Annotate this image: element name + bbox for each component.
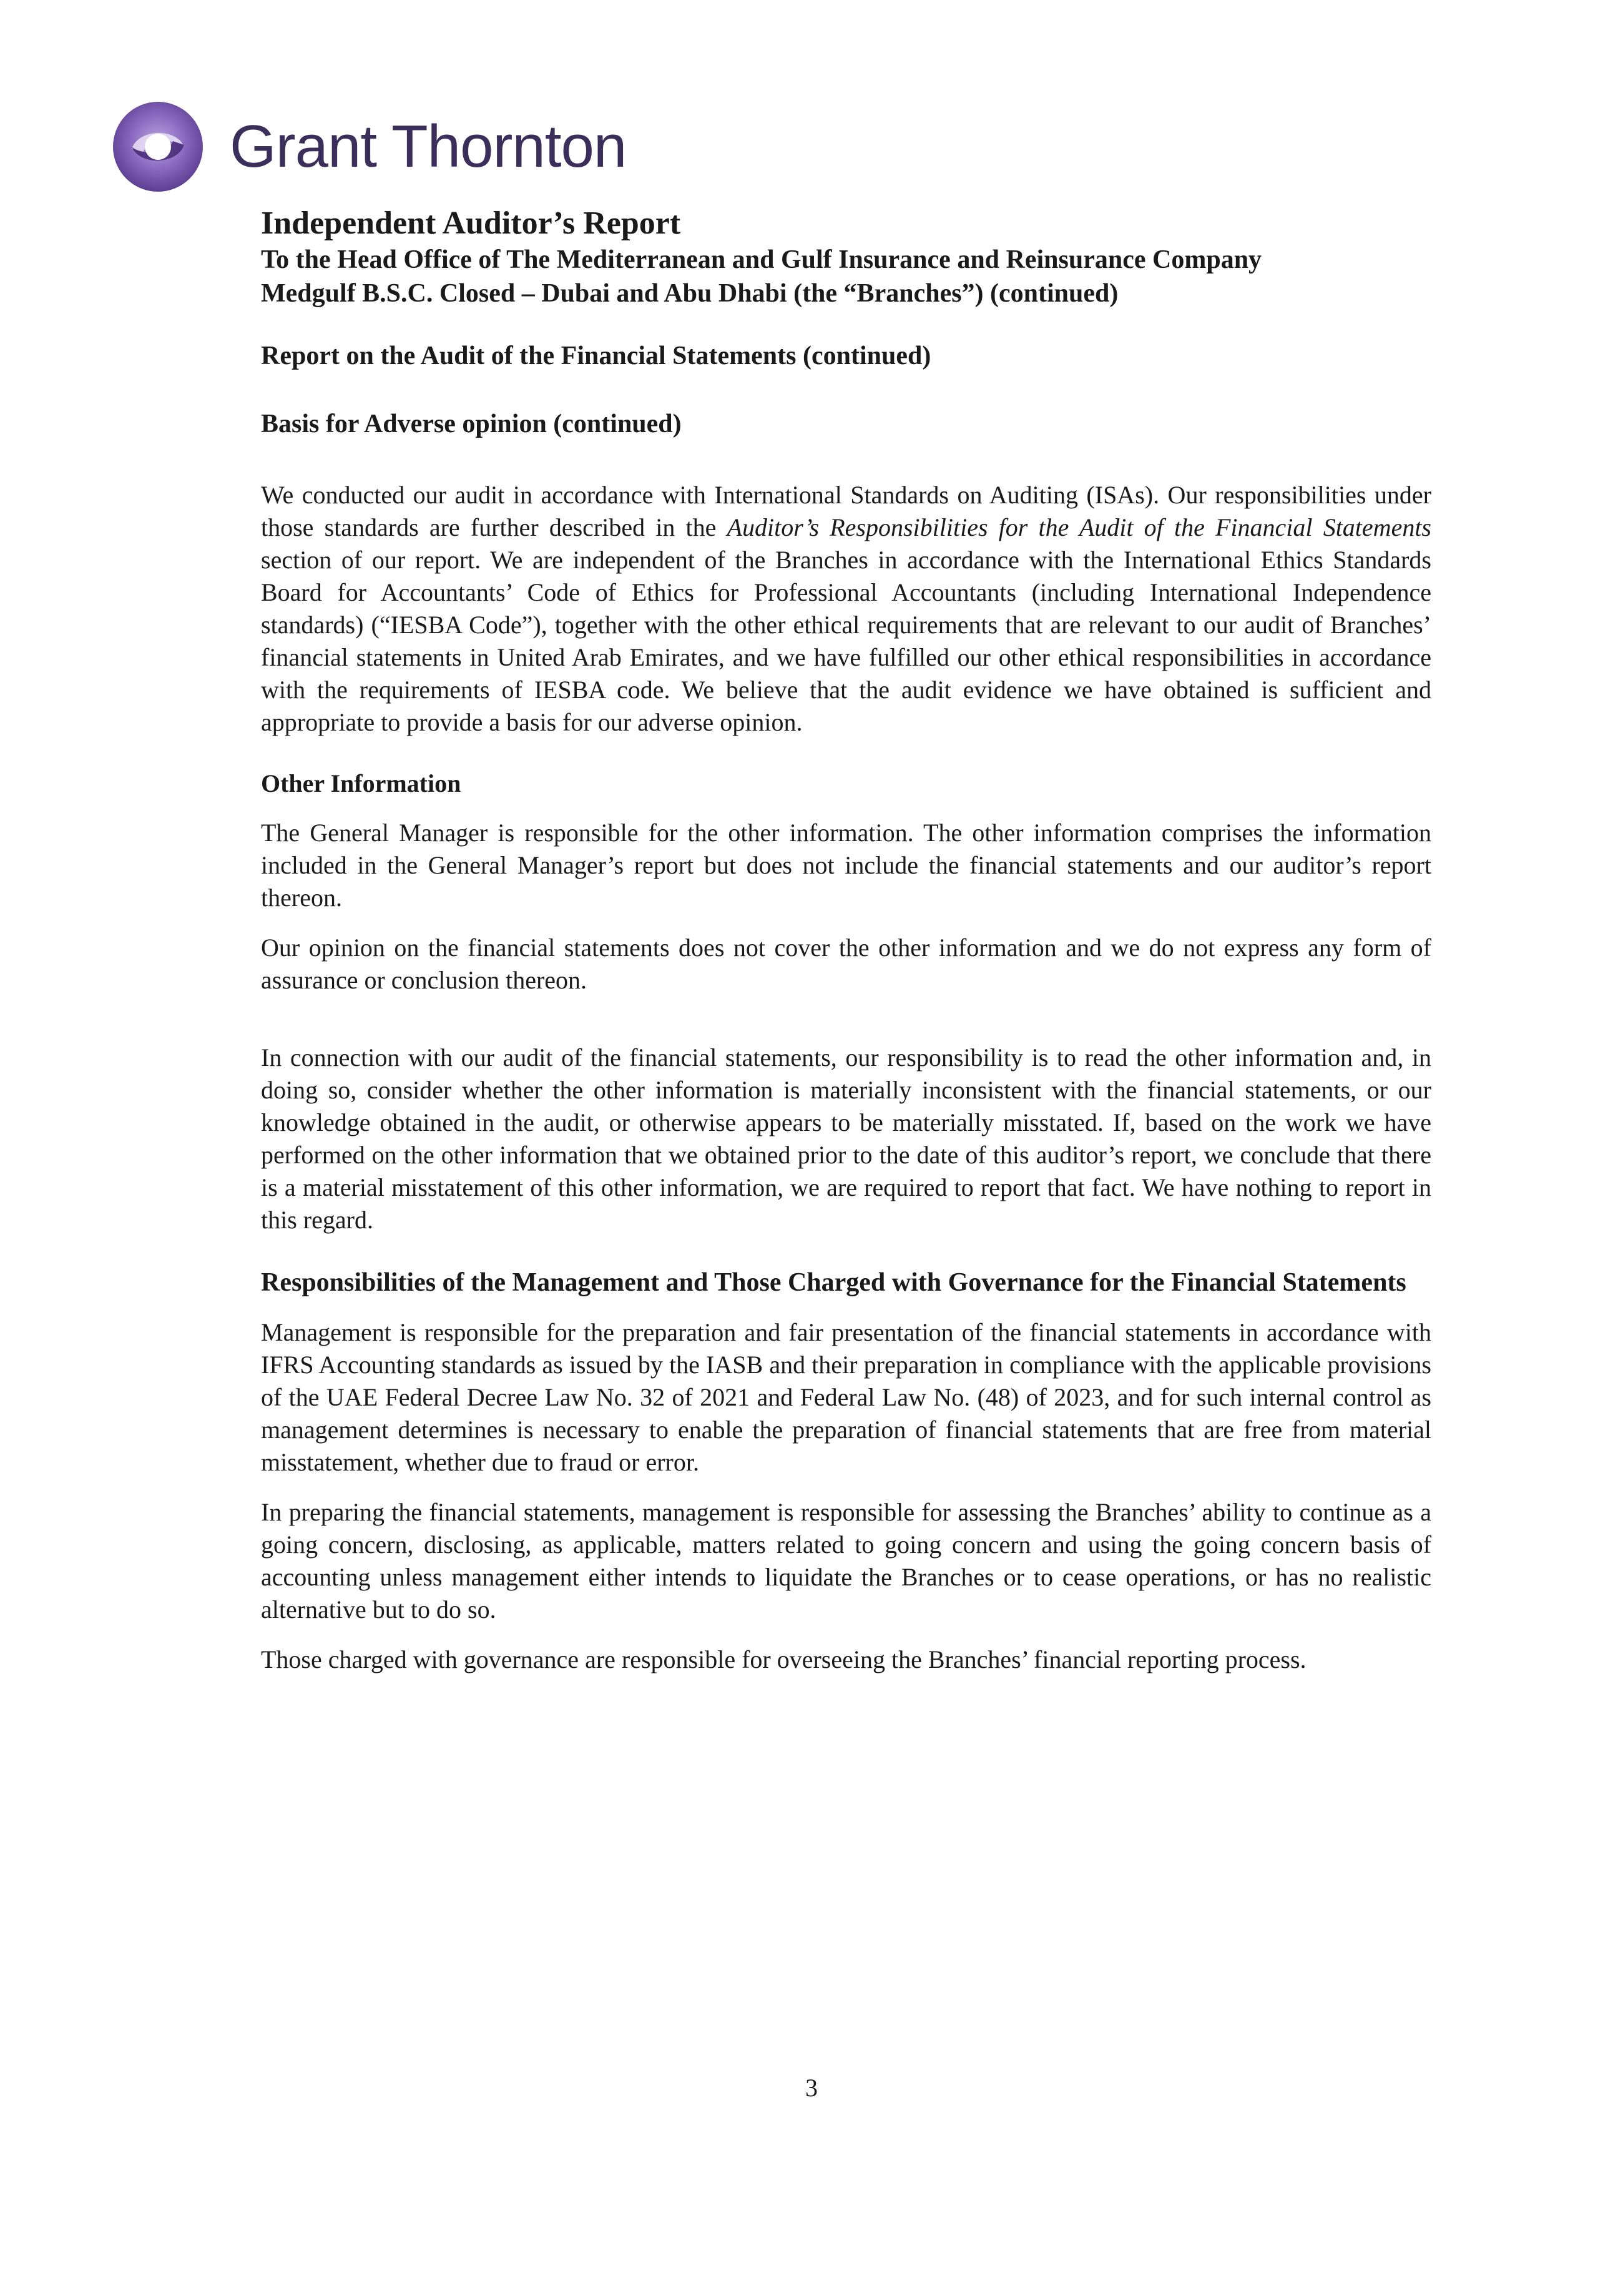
section-heading-audit-report: Report on the Audit of the Financial Statements (continued) bbox=[261, 341, 931, 370]
basis-paragraph-start: We conducted our audit in accordance with International Standards on Auditing (ISAs). Our responsibilities under those standards are further described in the bbox=[261, 481, 1431, 541]
responsibilities-paragraph-3: Those charged with governance are responsible for overseeing the Branches’ financial reporting process. bbox=[261, 1645, 1307, 1674]
report-title: Independent Auditor’s Report bbox=[261, 205, 681, 241]
heading-other-information: Other Information bbox=[261, 769, 461, 797]
basis-paragraph-end: section of our report. We are independent of the Branches in accordance with the International Ethics Standards Board for Accountants’ Code of Ethics for Professional Accountants (including International Independence standards) (“IESBA Code”), together with the other ethical requirements that are relevant to our audit of Branches’ financial statements in United Arab Emirates, and we have fulfilled our other ethical responsibilities in accordance with the requirements of IESBA code. We believe that the audit evidence we have obtained is sufficient and appropriate to provide a basis for our adverse opinion. bbox=[261, 546, 1431, 736]
other-info-paragraph-2: Our opinion on the financial statements does not cover the other information and we do not express any form of assurance or conclusion thereon. bbox=[261, 934, 1431, 995]
addressee-line-1: To the Head Office of The Mediterranean and Gulf Insurance and Reinsurance Company bbox=[261, 245, 1262, 274]
other-info-paragraph-1: The General Manager is responsible for the other information. The other information comprises the information included in the General Manager’s report but does not include the financial statements and our auditor’s report thereon. bbox=[261, 819, 1431, 912]
grant-thornton-logo-icon bbox=[111, 100, 205, 194]
heading-basis-adverse-opinion: Basis for Adverse opinion (continued) bbox=[261, 410, 682, 439]
responsibilities-paragraph-1: Management is responsible for the preparation and fair presentation of the financial statements in accordance with IFRS Accounting standards as issued by the IASB and their preparation in compliance with the applicable provisions of the UAE Federal Decree Law No. 32 of 2021 and Federal Law No. (48) of 2023, and for such internal control as management determines is necessary to enable the preparation of financial statements that are free from material misstatement, whether due to fraud or error. bbox=[261, 1318, 1431, 1477]
brand-name: Grant Thornton bbox=[230, 113, 627, 180]
brand-logo bbox=[111, 97, 626, 197]
heading-management-responsibilities: Responsibilities of the Management and Those Charged with Governance for the Financial Statements bbox=[261, 1268, 1406, 1298]
basis-paragraph bbox=[261, 479, 1431, 739]
report-content bbox=[261, 203, 1431, 1676]
other-info-paragraph-3: In connection with our audit of the financial statements, our responsibility is to read the other information and, in doing so, consider whether the other information is materially inconsistent with the financial statements, or our knowledge obtained in the audit, or otherwise appears to be materially misstated. If, based on the work we have performed on the other information that we obtained prior to the date of this auditor’s report, we conclude that there is a material misstatement of this other information, we are required to report that fact. We have nothing to report in this regard. bbox=[261, 1043, 1431, 1234]
page-number: 3 bbox=[805, 2074, 818, 2102]
addressee-line-2: Medgulf B.S.C. Closed – Dubai and Abu Dhabi (the “Branches”) (continued) bbox=[261, 278, 1119, 308]
basis-paragraph-italic-reference: Auditor’s Responsibilities for the Audit of the Financial Statements bbox=[727, 513, 1431, 541]
responsibilities-paragraph-2: In preparing the financial statements, management is responsible for assessing the Branches’ ability to continue as a going concern, disclosing, as applicable, matters related to going concern and using the going concern basis of accounting unless management either intends to liquidate the Branches or to cease operations, or has no realistic alternative but to do so. bbox=[261, 1498, 1431, 1624]
